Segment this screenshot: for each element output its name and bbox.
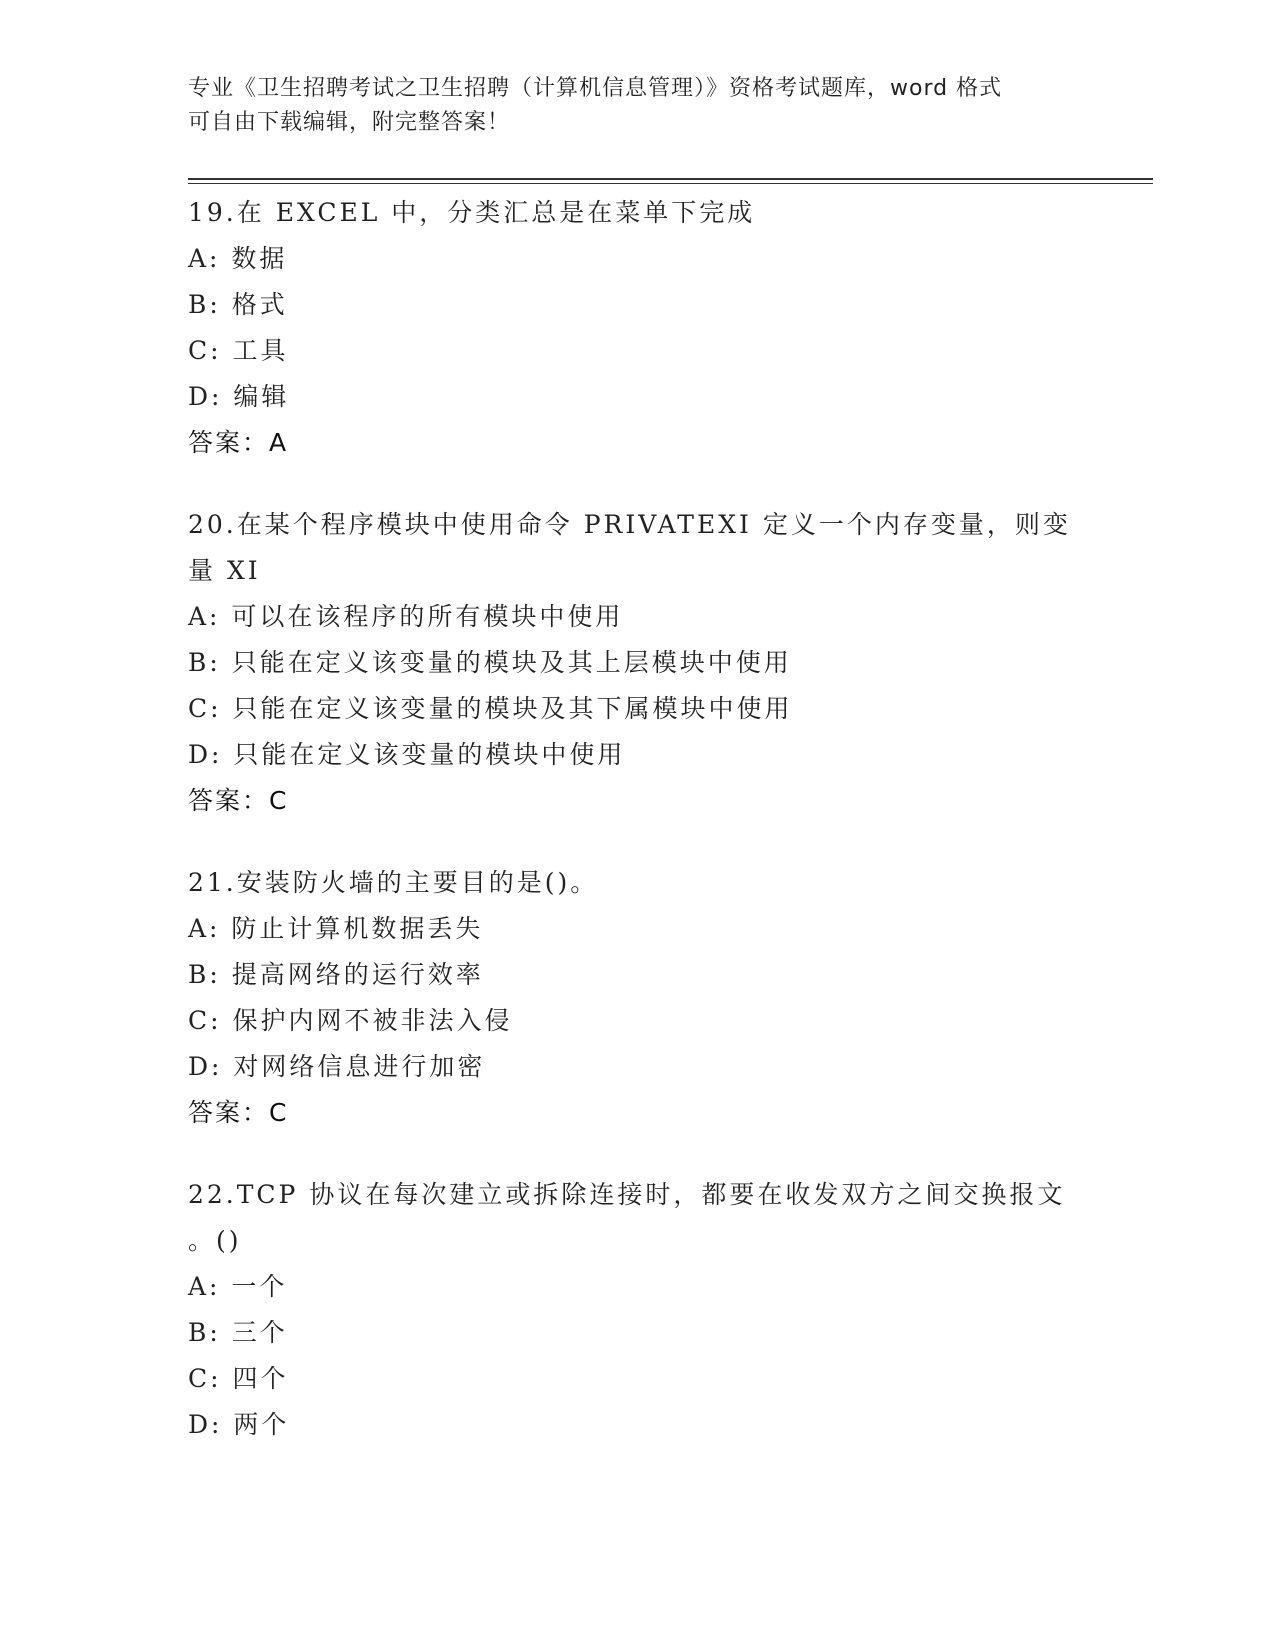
question-stem: 20.在某个程序模块中使用命令 PRIVATEXI 定义一个内存变量，则变量 XI (188, 510, 1071, 585)
option-c: C: 工具 (188, 336, 289, 365)
option-b: B: 三个 (188, 1318, 288, 1347)
option-c: C: 只能在定义该变量的模块及其下属模块中使用 (188, 694, 793, 723)
question-19 (188, 190, 1108, 466)
option-c: C: 四个 (188, 1364, 289, 1393)
option-a: A: 防止计算机数据丢失 (188, 914, 484, 943)
question-list (188, 190, 1108, 1484)
header-divider-thin (188, 183, 1153, 184)
question-stem: 21.安装防火墙的主要目的是()。 (188, 868, 599, 897)
header-line-1: 专业《卫生招聘考试之卫生招聘（计算机信息管理）》资格考试题库，word 格式 (188, 76, 1003, 101)
option-a: A: 一个 (188, 1272, 288, 1301)
document-header (188, 72, 1068, 140)
header-divider-thick (188, 178, 1153, 180)
question-stem: 22.TCP 协议在每次建立或拆除连接时，都要在收发双方之间交换报文 。() (188, 1180, 1066, 1255)
option-d: D: 编辑 (188, 382, 290, 411)
answer: 答案：C (188, 1098, 289, 1127)
header-line-2: 可自由下载编辑，附完整答案！ (188, 110, 511, 135)
option-b: B: 格式 (188, 290, 288, 319)
option-a: A: 可以在该程序的所有模块中使用 (188, 602, 624, 631)
option-d: D: 对网络信息进行加密 (188, 1052, 486, 1081)
question-20 (188, 502, 1108, 824)
question-stem: 19.在 EXCEL 中，分类汇总是在菜单下完成 (188, 198, 756, 227)
option-d: D: 只能在定义该变量的模块中使用 (188, 740, 626, 769)
option-c: C: 保护内网不被非法入侵 (188, 1006, 513, 1035)
option-a: A: 数据 (188, 244, 288, 273)
answer: 答案：A (188, 428, 289, 457)
answer: 答案：C (188, 786, 289, 815)
option-d: D: 两个 (188, 1410, 290, 1439)
question-22 (188, 1172, 1108, 1448)
question-21 (188, 860, 1108, 1136)
option-b: B: 只能在定义该变量的模块及其上层模块中使用 (188, 648, 792, 677)
option-b: B: 提高网络的运行效率 (188, 960, 484, 989)
